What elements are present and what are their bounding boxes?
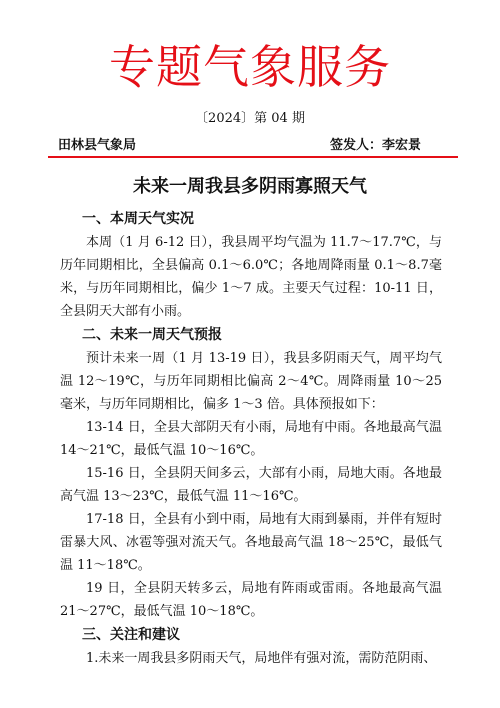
document-body xyxy=(60,207,442,670)
section-heading: 一、本周天气实况 xyxy=(82,211,194,227)
paragraph: 本周（1 月 6-12 日），我县周平均气温为 11.7～17.7℃，与历年同期相比，全县偏高 0.1～6.0℃；各地周降雨量 0.1～8.7毫米，与历年同期相比，偏少 1～7 成。主要天气过程：10-11 日，全县阴天大部有小雨。 xyxy=(60,235,442,319)
paragraph: 1.未来一周我县多阴雨天气，局地伴有强对流，需防范阴雨、 xyxy=(86,651,437,666)
paragraph: 19 日，全县阴天转多云，局地有阵雨或雷雨。各地最高气温21～27℃，最低气温 10～18℃。 xyxy=(60,581,442,619)
issuing-agency: 田林县气象局 xyxy=(58,138,137,153)
paragraph: 15-16 日，全县阴天间多云，大部有小雨，局地大雨。各地最高气温 13～23℃，最低气温 11～16℃。 xyxy=(60,466,442,504)
red-divider xyxy=(48,156,458,158)
paragraph: 预计未来一周（1 月 13-19 日），我县多阴雨天气，周平均气温 12～19℃，与历年同期相比偏高 2～4℃。周降雨量 10～25毫米，与历年同期相比，偏多 1～3 倍。具体预报如下： xyxy=(60,351,442,412)
issue-number: 〔2024〕第 04 期 xyxy=(195,111,305,126)
section-observation xyxy=(60,207,442,323)
document-title: 未来一周我县多阴雨寡照天气 xyxy=(133,176,367,197)
paragraph: 13-14 日，全县大部阴天有小雨，局地有中雨。各地最高气温 14～21℃，最低气温 10～16℃。 xyxy=(60,420,442,458)
section-forecast xyxy=(60,323,442,623)
section-heading: 二、未来一周天气预报 xyxy=(82,327,222,343)
paragraph: 17-18 日，全县有小到中雨，局地有大雨到暴雨，并伴有短时雷暴大风、冰雹等强对流天气。各地最高气温 18～25℃，最低气温 11～18℃。 xyxy=(60,512,442,573)
section-advice xyxy=(60,623,442,670)
signer: 签发人：李宏景 xyxy=(330,138,422,153)
section-heading: 三、关注和建议 xyxy=(82,627,180,643)
banner-title: 专题气象服务 xyxy=(109,40,391,94)
